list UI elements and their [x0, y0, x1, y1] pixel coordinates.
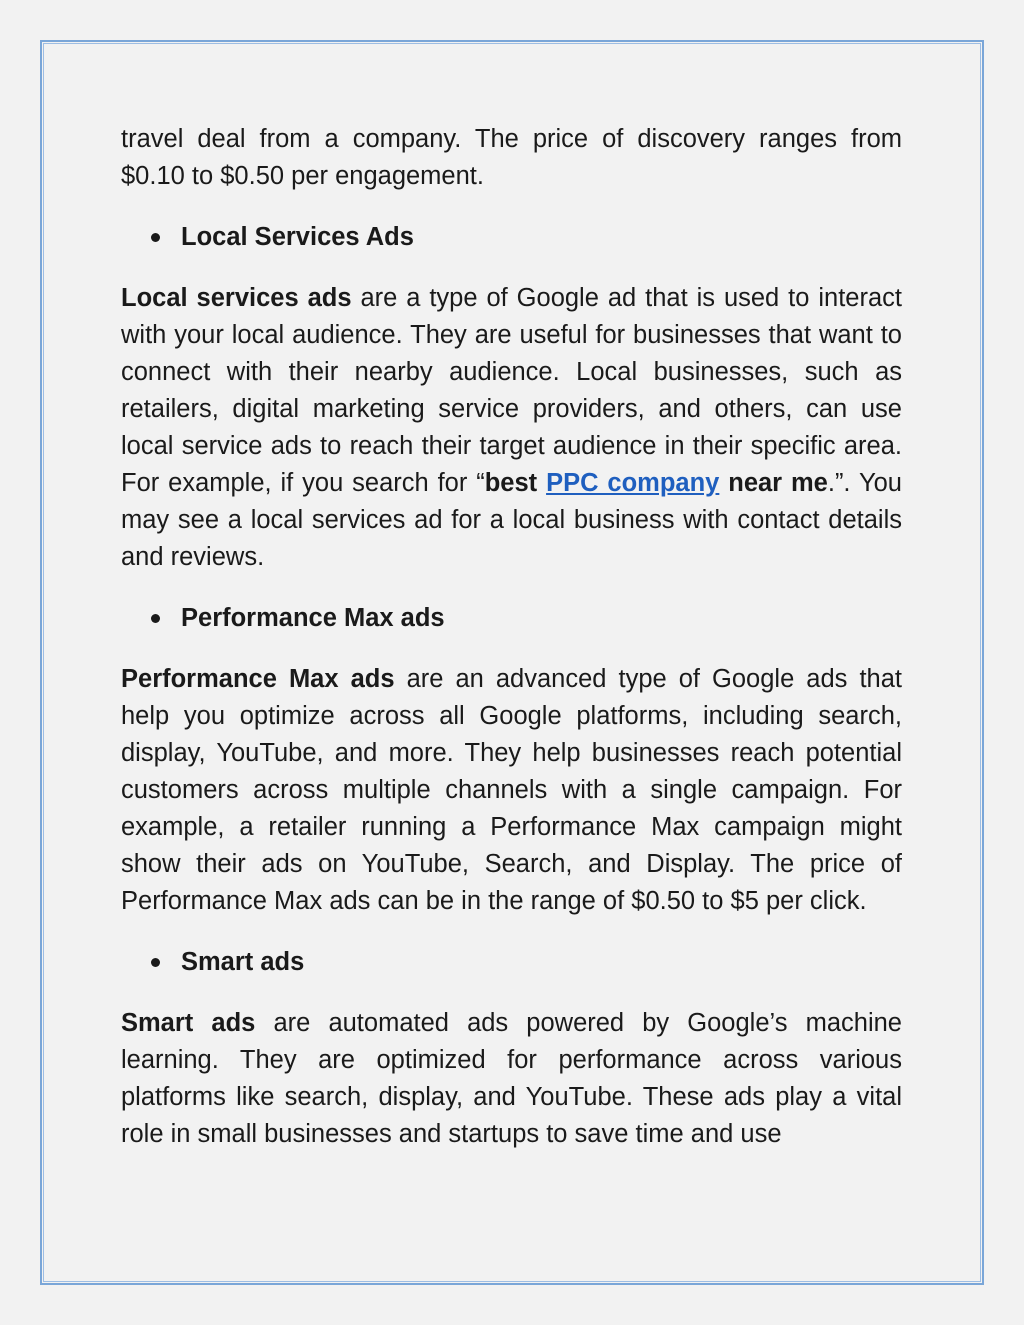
heading-performance-max: Performance Max ads — [181, 604, 445, 632]
local-services-paragraph — [121, 280, 902, 576]
performance-max-body: are an advanced type of Google ads that help you optimize across all Google platforms, including search, display, YouTube, and more. They help businesses reach potential customers across multiple channels with a single campaign. For example, a retailer running a Performance Max campaign might show their ads on YouTube, Search, and Display. The price of Performance Max ads can be in the range of $0.50 to $5 per click. — [121, 665, 902, 915]
bullet-smart-ads — [121, 944, 902, 981]
bullet-performance-max — [121, 600, 902, 637]
query-bold-2: near me — [719, 469, 828, 497]
local-services-lead: Local services ads — [121, 284, 352, 312]
heading-local-services: Local Services Ads — [181, 223, 414, 251]
bullet-dot-icon — [151, 958, 160, 967]
bullet-dot-icon — [151, 614, 160, 623]
performance-max-paragraph — [121, 661, 902, 920]
smart-ads-body: are automated ads powered by Google’s machine learning. They are optimized for performance across various platforms like search, display, and YouTube. These ads play a vital role in small businesses and startups to save time and use — [121, 1009, 902, 1148]
smart-ads-lead: Smart ads — [121, 1009, 256, 1037]
heading-smart-ads: Smart ads — [181, 948, 305, 976]
query-bold-1: best — [484, 469, 547, 497]
smart-ads-paragraph — [121, 1005, 902, 1153]
bullet-dot-icon — [151, 233, 160, 242]
local-services-body-2: .”. You may see a local services ad for a local business with contact details and reviews. — [121, 469, 902, 571]
ppc-company-link[interactable]: PPC company — [546, 469, 720, 497]
document-body — [121, 121, 902, 1153]
local-services-body-1: are a type of Google ad that is used to interact with your local audience. They are useful for businesses that want to connect with their nearby audience. Local businesses, such as retailers, digital marketing service providers, and others, can use local service ads to reach their target audience in their specific area. For example, if you search for “ — [121, 284, 902, 497]
intro-paragraph: travel deal from a company. The price of discovery ranges from $0.10 to $0.50 per engagement. — [121, 125, 902, 190]
bullet-local-services — [121, 219, 902, 256]
performance-max-lead: Performance Max ads — [121, 665, 395, 693]
